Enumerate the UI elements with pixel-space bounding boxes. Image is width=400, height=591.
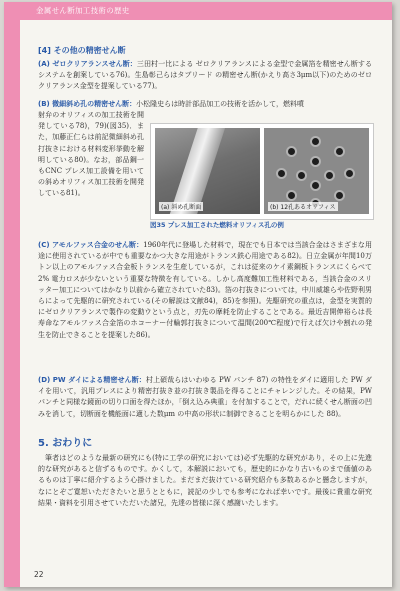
paragraph-b-label: (B) 微細斜め孔の精密せん断： (38, 100, 137, 108)
orifice-hole (326, 172, 333, 179)
page-number: 22 (34, 570, 44, 579)
photo-b-label: (b) 12孔あるオリフィス (270, 204, 336, 211)
section-5-heading: 5. おわりに (38, 438, 93, 449)
side-accent-bar (4, 2, 20, 587)
paragraph-a (38, 59, 372, 93)
orifice-hole (288, 148, 295, 155)
document-page (4, 2, 392, 587)
paragraph-c (38, 240, 372, 341)
paragraph-d-label: (D) PW ダイによる精密せん断： (38, 376, 146, 384)
orifice-hole (336, 192, 343, 199)
orifice-hole (312, 158, 319, 165)
paragraph-c-text: 1960年代に登場した材料で，現在でも日本では当該合金はさまざまな用途に使用されているが中でも重要なかつ大きな用途がトランス鉄心用途である82)。日立金属が年間10万トン以上のアモルファス合金板トランスを生産しているが，これは従来のケイ素鋼板トランスにくらべて2% 電力ロスが少ないという重要な特徴を有している。しかし高度難加工性材料である，当該合金のスリッター加工についてはかなり以前から確立されていた83)。箔の打抜きについては，中川威雄らや佐野利男らによって先駆的に研究されている(その解説は文献84)，85)を参照)。先駆研究の重点は，金型を実質的にゼロクリアランスで製作の変動ウという点と，刃先の摩耗を防止することである。最近吉開伸裕らは長寿命なアモルファス合金箔のホコーナー付輪郭打抜きについて温間(200℃程度)で行えば欠けや割れの発生を防止できることを提案した86)。 (38, 241, 372, 339)
figure-caption: 図35 プレス加工された燃料オリフィス孔の例 (150, 221, 284, 229)
orifice-hole (312, 138, 319, 145)
photo-oblique-hole-section (155, 128, 260, 214)
running-title: 金属せん断加工技術の歴史 (36, 6, 130, 15)
paragraph-a-label: (A) ゼロクリアランスせん断： (38, 60, 137, 68)
orifice-hole (336, 148, 343, 155)
orifice-hole (346, 170, 353, 177)
paragraph-c-label: (C) アモルファス合金のせん断： (38, 241, 144, 249)
paragraph-d-text: 村上碩哉らはいわゆる PW パンチ 87) の特性をダイに適用した PW ダイを用いて，汎用プレスにより精密打抜き並の打抜き製品を得ることにチャレンジした。その結果，PW パンチと同様な鏡面の切り口面を得たほか，「倒え込み典重」を付加することで，だれに続くせん断面の凹みを消して，切断面を機能面に適した数μm の中高の形状に制御できることを明らかにした 88)。 (38, 376, 372, 418)
figure-35 (150, 123, 374, 220)
paragraph-b-first (38, 99, 372, 110)
orifice-hole (278, 170, 285, 177)
paragraph-b-wrap: 射弁のオリフィスの加工技術を開発している78)，79)(図35)．また，加藤正仁らは前記微細斜め孔打抜きにおける材料変形挙動を解明している80)。なお，部品鋼一もCNC プレス加工設備を用いての斜めオリフィス加工技術を開発している81)。 (38, 111, 144, 198)
photo-12-hole-orifice (264, 128, 369, 214)
paragraph-b-text-first: 小松隆史らは時計部品加工の技術を活かして，燃料噴 (136, 100, 305, 108)
orifice-hole (298, 172, 305, 179)
section-4-heading: [4] その他の精密せん断 (38, 46, 126, 55)
orifice-hole (288, 192, 295, 199)
photo-a-label: (a) 斜め孔断面 (161, 204, 202, 211)
paragraph-d (38, 375, 372, 420)
orifice-hole (312, 182, 319, 189)
closing-paragraph: 筆者はどのような最新の研究にも(特に工学の研究においては)必ず先駆的な研究があり，その上に先進的な研究があると信ずるものです。かくして，本解説においても，歴史的にかなり古いものまで価値のあるものは丁寧に紹介するよう心掛けました。まだまだ抜けている研究紹介も多数あるかと懸念しますが，なにとぞご寛恕いただきたいと思うとともに，読記の少しでも参考になれば幸いです。最後に貴重な研究結果・資料を引用させていただいた諸兄，先達の皆様に深く感謝いたします。 (38, 454, 372, 507)
paragraph-a-text: 三田村一比による ゼロクリアランスによる金型で金属箔を精密せん断するシステムを創案している76)。生島彰己らはタブリード の精密せん断(かえり高さ3μm以下)のためのゼロクリアランス金型を提案している77)。 (38, 60, 372, 91)
